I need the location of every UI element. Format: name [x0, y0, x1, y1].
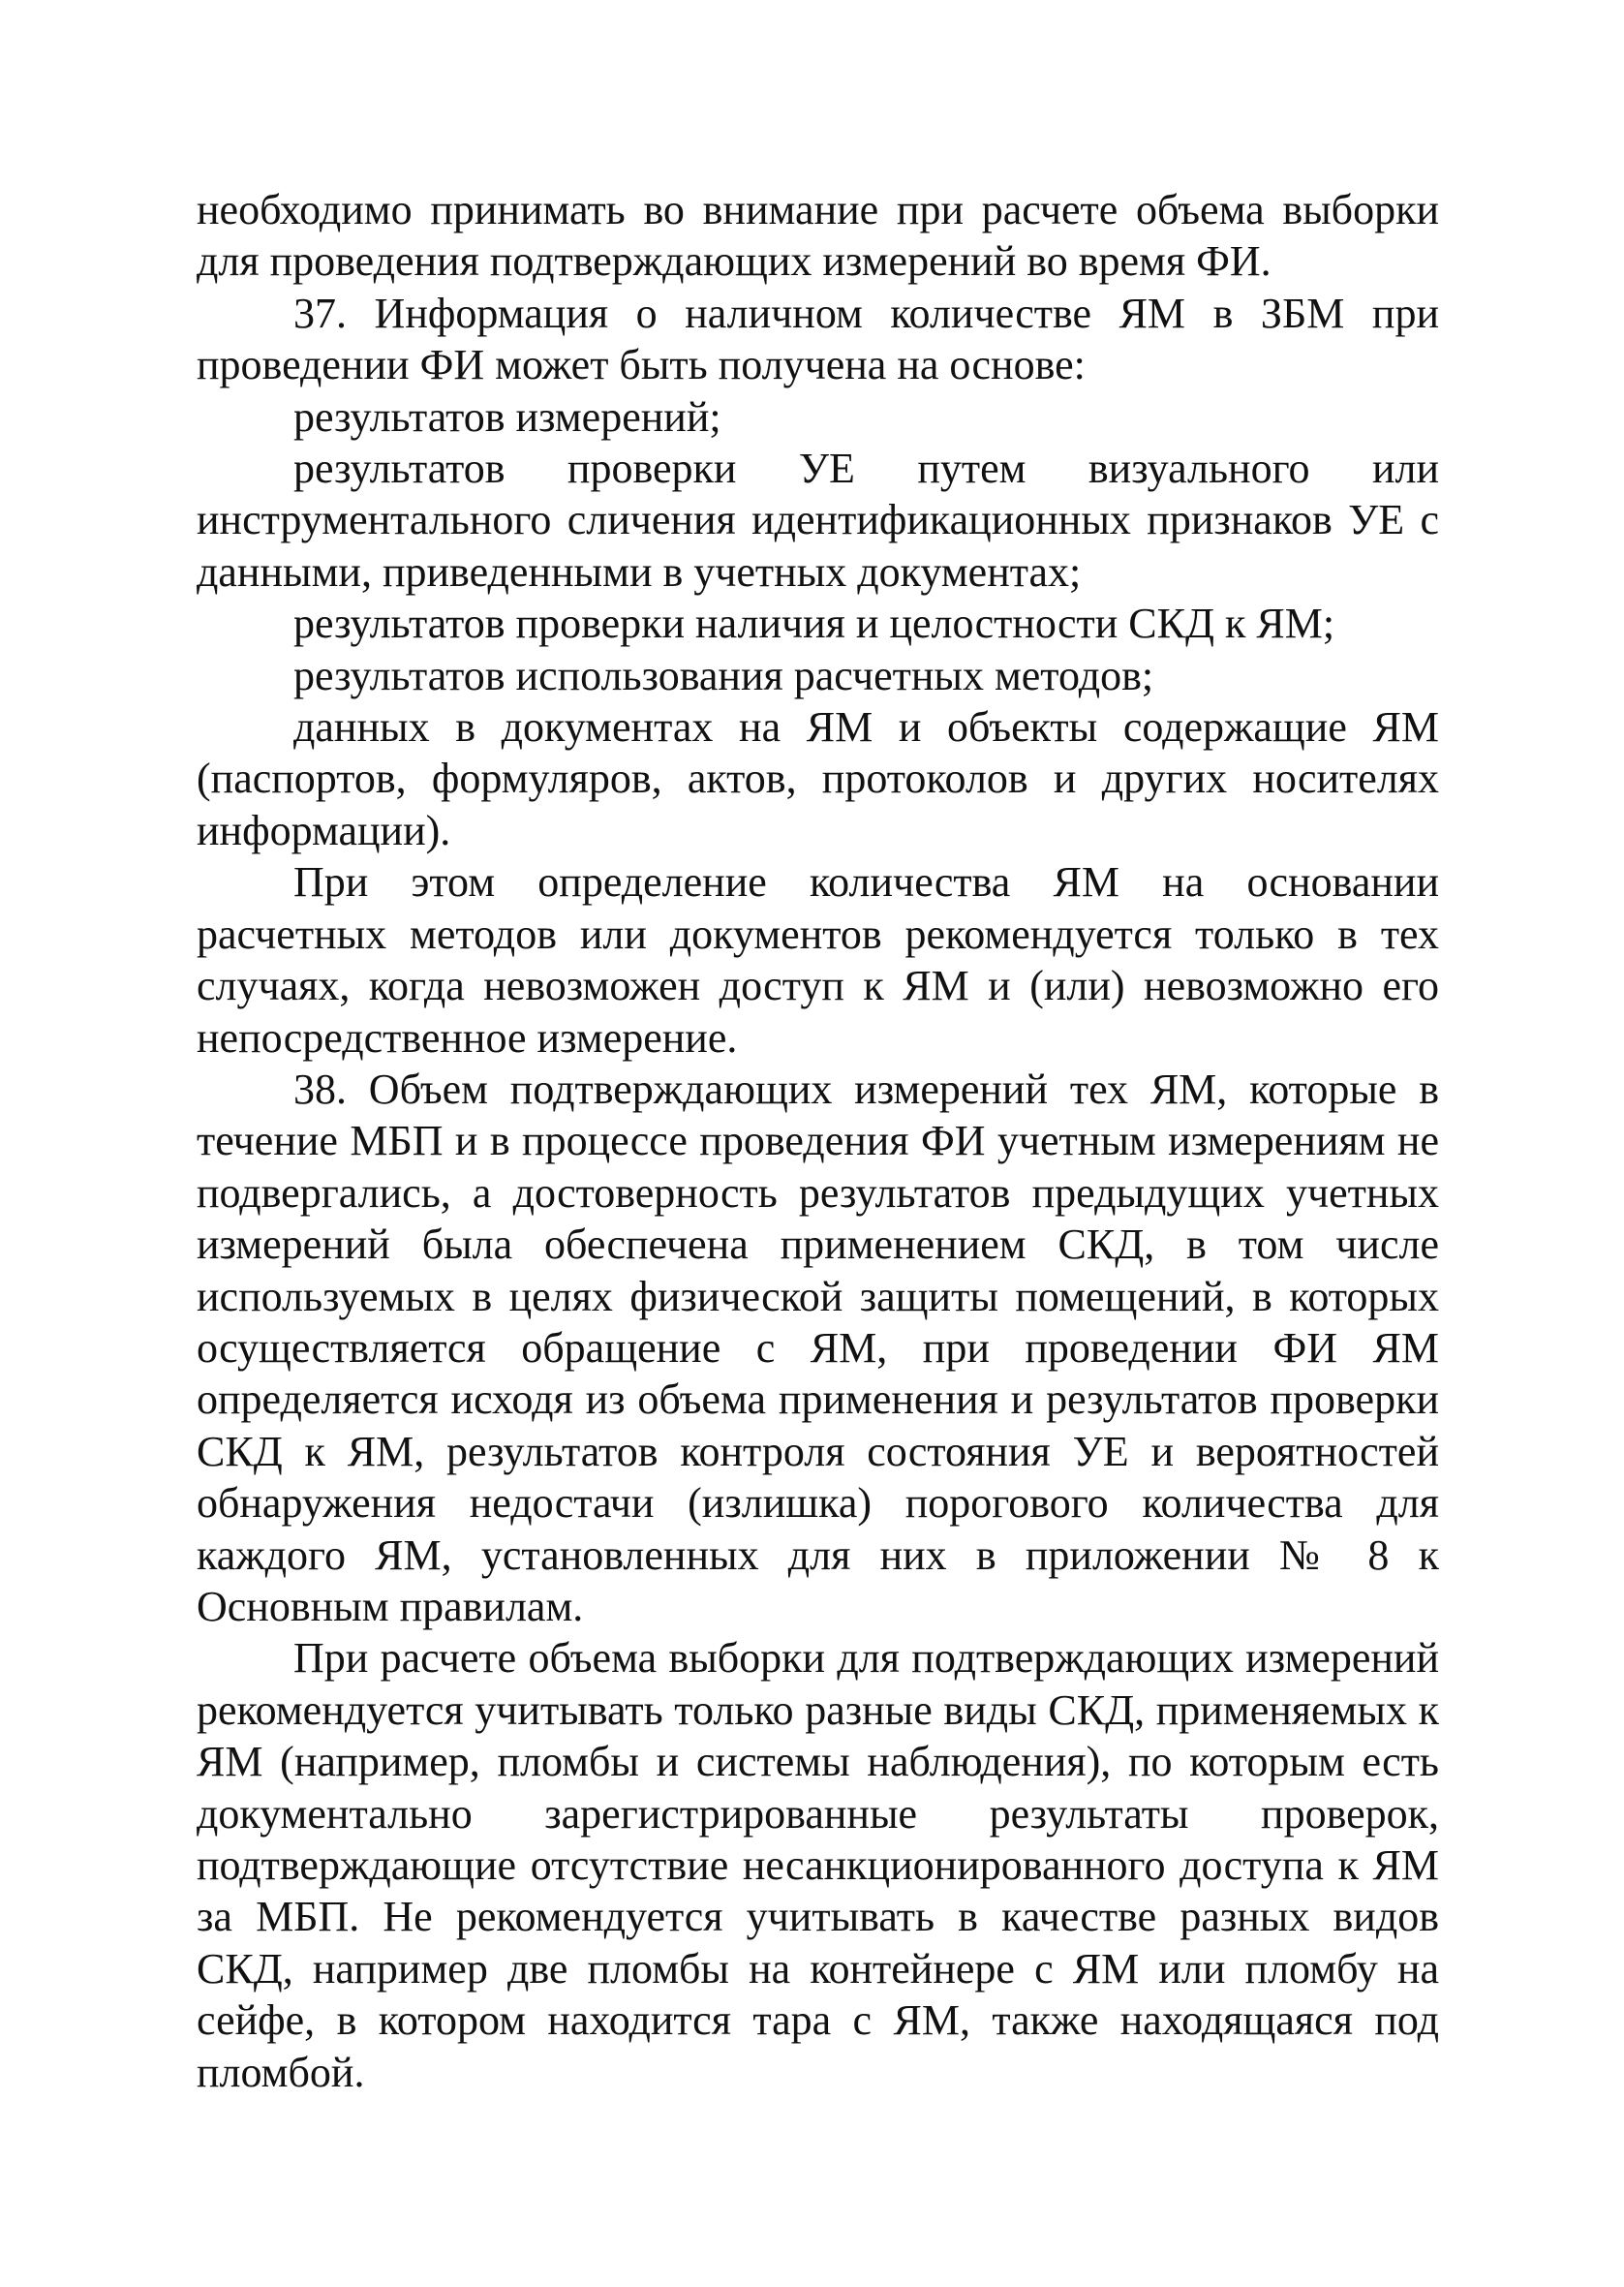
list-item-calc-methods: результатов использования расчетных методов; — [293, 651, 1154, 699]
list-item-ue-check: результатов проверки УЕ путем визуального или инструментального сличения идентификационных признаков УЕ с данными, приведенными в учетных документах; — [197, 445, 1439, 596]
paragraph-calc-note: При этом определение количества ЯМ на основании расчетных методов или документов рекомендуется только в тех случаях, когда невозможен доступ к ЯМ и (или) невозможно его непосредственное измерение. — [197, 858, 1439, 1062]
paragraph-sample-size: При расчете объема выборки для подтверждающих измерений рекомендуется учитывать только разные виды СКД, применяемых к ЯМ (например, пломбы и системы наблюдения), по которым есть документально зарегистрированные результаты проверок, подтверждающие отсутствие несанкционированного доступа к ЯМ за МБП. Не рекомендуется учитывать в качестве разных видов СКД, например две пломбы на контейнере с ЯМ или пломбу на сейфе, в котором находится тара с ЯМ, также находящаяся под пломбой. — [197, 1634, 1439, 2096]
document-page — [197, 184, 1439, 2098]
paragraph-37: 37. Информация о наличном количестве ЯМ в ЗБМ при проведении ФИ может быть получена на основе: — [197, 289, 1439, 389]
list-item-skd-check: результатов проверки наличия и целостности СКД к ЯМ; — [293, 600, 1335, 648]
paragraph-continuation: необходимо принимать во внимание при расчете объема выборки для проведения подтверждающих измерений во время ФИ. — [197, 186, 1439, 286]
list-item-documents: данных в документах на ЯМ и объекты содержащие ЯМ (паспортов, формуляров, актов, протоколов и других носителях информации). — [197, 703, 1439, 854]
paragraph-38: 38. Объем подтверждающих измерений тех ЯМ, которые в течение МБП и в процессе проведения ФИ учетным измерениям не подвергались, а достоверность результатов предыдущих учетных измерений была обеспечена применением СКД, в том числе используемых в целях физической защиты помещений, в которых осуществляется обращение с ЯМ, при проведении ФИ ЯМ определяется исходя из объема применения и результатов проверки СКД к ЯМ, результатов контроля состояния УЕ и вероятностей обнаружения недостачи (излишка) порогового количества для каждого ЯМ, установленных для них в приложении № 8 к Основным правилам. — [197, 1065, 1439, 1630]
list-item-measurements: результатов измерений; — [293, 392, 721, 441]
